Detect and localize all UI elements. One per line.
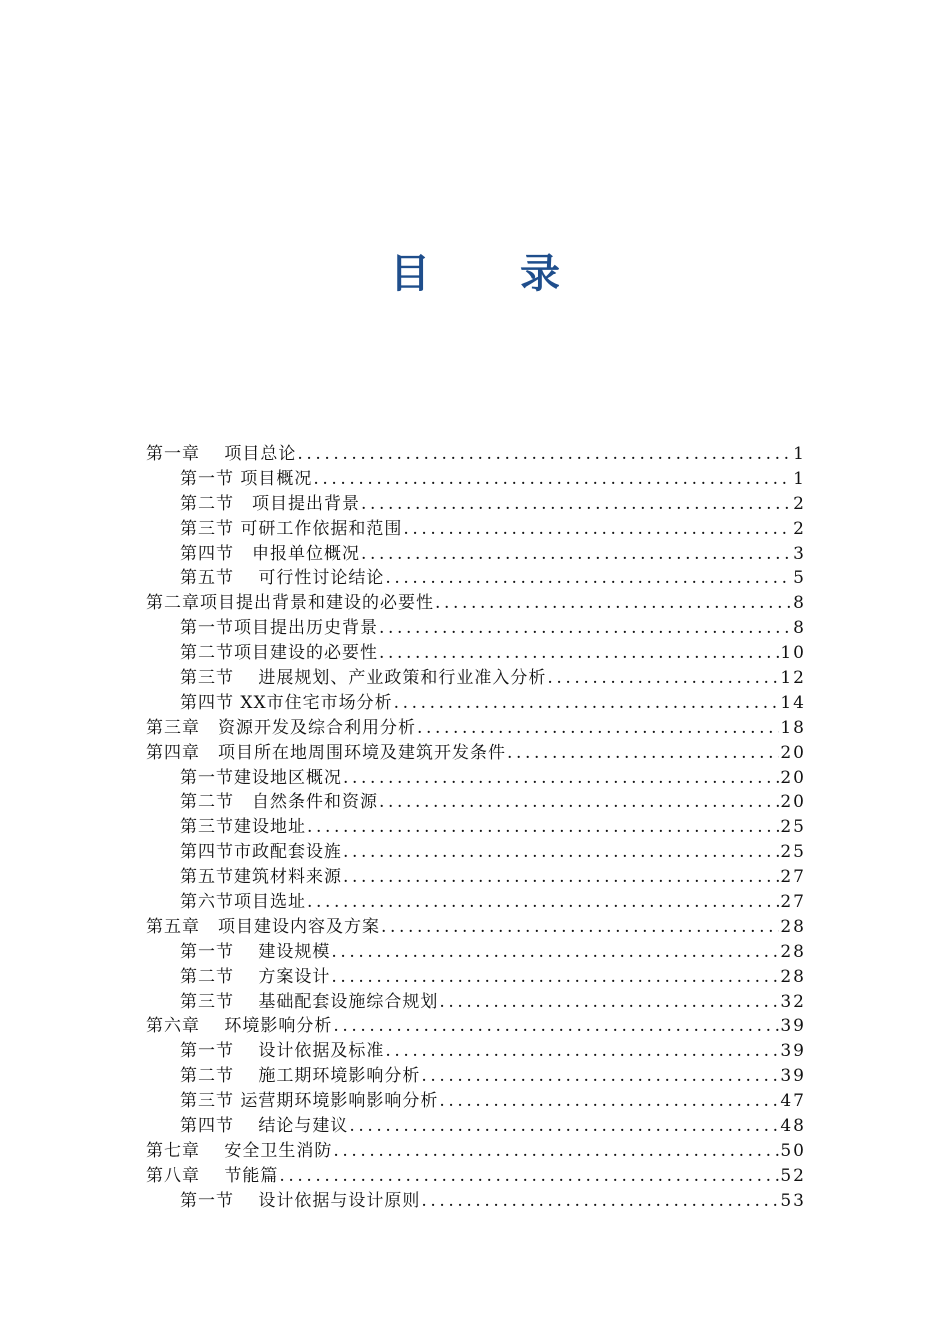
toc-section-entry[interactable]	[146, 815, 806, 840]
toc-page-number: 10	[780, 643, 806, 664]
toc-dot-leader	[417, 716, 779, 741]
toc-entry-label: 第二节 自然条件和资源	[180, 792, 378, 813]
toc-page-number: 1	[793, 468, 806, 489]
toc-page-number: 39	[780, 1066, 806, 1087]
toc-page-number: 28	[780, 966, 806, 987]
toc-entry-label: 第四节 结论与建议	[180, 1116, 349, 1137]
toc-entry-label: 第一节 项目概况	[180, 468, 313, 489]
toc-dot-leader	[439, 990, 779, 1015]
toc-dot-leader	[435, 591, 792, 616]
toc-section-entry[interactable]	[146, 1039, 806, 1064]
toc-dot-leader	[349, 1114, 779, 1139]
toc-page-number: 12	[780, 668, 806, 689]
toc-page-number: 53	[780, 1190, 806, 1211]
toc-dot-leader	[547, 666, 779, 691]
toc-dot-leader	[394, 691, 780, 716]
toc-dot-leader	[361, 542, 792, 567]
toc-page-number: 50	[780, 1140, 806, 1161]
toc-page-number: 28	[780, 916, 806, 937]
toc-page-number: 8	[793, 593, 806, 614]
toc-dot-leader	[385, 566, 792, 591]
toc-dot-leader	[331, 965, 779, 990]
toc-entry-label: 第一节建设地区概况	[180, 767, 342, 788]
toc-dot-leader	[307, 815, 779, 840]
toc-section-entry[interactable]	[146, 616, 806, 641]
toc-page-number: 39	[780, 1041, 806, 1062]
toc-chapter-entry[interactable]	[146, 716, 806, 741]
toc-page-number: 14	[780, 692, 806, 713]
toc-dot-leader	[279, 1164, 779, 1189]
toc-entry-label: 第八章 节能篇	[146, 1165, 279, 1186]
toc-page-number: 2	[793, 493, 806, 514]
toc-section-entry[interactable]	[146, 840, 806, 865]
toc-section-entry[interactable]	[146, 790, 806, 815]
toc-page-number: 27	[780, 867, 806, 888]
toc-entry-label: 第一节 设计依据与设计原则	[180, 1190, 421, 1211]
toc-page-number: 8	[793, 618, 806, 639]
toc-section-entry[interactable]	[146, 492, 806, 517]
toc-page-number: 27	[780, 892, 806, 913]
toc-page-number: 39	[780, 1016, 806, 1037]
toc-section-entry[interactable]	[146, 990, 806, 1015]
toc-dot-leader	[343, 840, 779, 865]
toc-chapter-entry[interactable]	[146, 591, 806, 616]
toc-page-number: 20	[780, 742, 806, 763]
toc-entry-label: 第四节市政配套设旌	[180, 842, 342, 863]
toc-entry-label: 第一节 建设规模	[180, 941, 331, 962]
page-title: 目 录	[390, 251, 598, 297]
toc-entry-label: 第二章项目提出背景和建设的必要性	[146, 593, 434, 614]
toc-entry-label: 第二节 施工期环境影响分析	[180, 1066, 421, 1087]
toc-page-number: 2	[793, 518, 806, 539]
toc-chapter-entry[interactable]	[146, 442, 806, 467]
toc-section-entry[interactable]	[146, 766, 806, 791]
toc-section-entry[interactable]	[146, 467, 806, 492]
toc-section-entry[interactable]	[146, 1089, 806, 1114]
toc-dot-leader	[507, 741, 779, 766]
toc-entry-label: 第二节 项目提出背景	[180, 493, 360, 514]
toc-entry-label: 第二节 方案设计	[180, 966, 331, 987]
toc-chapter-entry[interactable]	[146, 1164, 806, 1189]
toc-dot-leader	[333, 1014, 779, 1039]
toc-dot-leader	[439, 1089, 779, 1114]
toc-entry-label: 第一章 项目总论	[146, 444, 297, 464]
toc-entry-label: 第四节 XX市住宅市场分析	[180, 692, 393, 713]
toc-page-number: 32	[780, 991, 806, 1012]
toc-page-number: 52	[780, 1165, 806, 1186]
toc-section-entry[interactable]	[146, 1064, 806, 1089]
toc-dot-leader	[331, 940, 779, 965]
toc-entry-label: 第三章 资源开发及综合利用分析	[146, 717, 416, 738]
toc-dot-leader	[343, 865, 779, 890]
toc-dot-leader	[379, 641, 779, 666]
toc-section-entry[interactable]	[146, 965, 806, 990]
toc-dot-leader	[381, 915, 779, 940]
toc-chapter-entry[interactable]	[146, 1139, 806, 1164]
toc-section-entry[interactable]	[146, 641, 806, 666]
toc-entry-label: 第三节 可研工作依据和范围	[180, 518, 403, 539]
toc-entry-label: 第四章 项目所在地周围环境及建筑开发条件	[146, 742, 506, 763]
toc-dot-leader	[421, 1189, 779, 1214]
toc-page-number: 20	[780, 767, 806, 788]
toc-section-entry[interactable]	[146, 542, 806, 567]
table-of-contents	[146, 442, 806, 1214]
toc-entry-label: 第三节 运营期环境影响影响分析	[180, 1091, 439, 1112]
toc-page-number: 3	[793, 543, 806, 564]
toc-section-entry[interactable]	[146, 1189, 806, 1214]
toc-dot-leader	[379, 790, 779, 815]
toc-page-number: 25	[780, 842, 806, 863]
toc-page-number: 5	[793, 568, 806, 589]
toc-entry-label: 第三节建设地址	[180, 817, 306, 838]
toc-section-entry[interactable]	[146, 890, 806, 915]
toc-dot-leader	[343, 766, 779, 791]
toc-entry-label: 第一节 设计依据及标准	[180, 1041, 385, 1062]
toc-page-number: 28	[780, 941, 806, 962]
toc-page-number: 25	[780, 817, 806, 838]
toc-dot-leader	[421, 1064, 779, 1089]
toc-section-entry[interactable]	[146, 865, 806, 890]
toc-dot-leader	[379, 616, 792, 641]
toc-dot-leader	[403, 517, 792, 542]
toc-entry-label: 第三节 进展规划、产业政策和行业准入分析	[180, 668, 547, 689]
toc-section-entry[interactable]	[146, 1114, 806, 1139]
toc-entry-label: 第三节 基础配套设施综合规划	[180, 991, 439, 1012]
toc-entry-label: 第二节项目建设的必要性	[180, 643, 378, 664]
toc-entry-label: 第五节 可行性讨论结论	[180, 568, 385, 589]
toc-page-number: 48	[780, 1116, 806, 1137]
toc-entry-label: 第六节项目选址	[180, 892, 306, 913]
toc-entry-label: 第四节 申报单位概况	[180, 543, 360, 564]
toc-page-number: 1	[793, 444, 806, 464]
toc-entry-label: 第一节项目提出历史背景	[180, 618, 378, 639]
toc-chapter-entry[interactable]	[146, 1014, 806, 1039]
toc-section-entry[interactable]	[146, 517, 806, 542]
toc-section-entry[interactable]	[146, 691, 806, 716]
toc-entry-label: 第七章 安全卫生消防	[146, 1140, 333, 1161]
toc-chapter-entry[interactable]	[146, 741, 806, 766]
toc-dot-leader	[361, 492, 792, 517]
toc-dot-leader	[297, 442, 792, 467]
toc-section-entry[interactable]	[146, 666, 806, 691]
toc-dot-leader	[313, 467, 792, 492]
toc-page-number: 47	[780, 1091, 806, 1112]
toc-section-entry[interactable]	[146, 566, 806, 591]
toc-entry-label: 第六章 环境影响分析	[146, 1016, 333, 1037]
toc-entry-label: 第五章 项目建设内容及方案	[146, 916, 380, 937]
toc-page-number: 20	[780, 792, 806, 813]
toc-dot-leader	[385, 1039, 779, 1064]
toc-page-number: 18	[780, 717, 806, 738]
toc-chapter-entry[interactable]	[146, 915, 806, 940]
toc-dot-leader	[333, 1139, 779, 1164]
toc-section-entry[interactable]	[146, 940, 806, 965]
toc-dot-leader	[307, 890, 779, 915]
toc-entry-label: 第五节建筑材料来源	[180, 867, 342, 888]
